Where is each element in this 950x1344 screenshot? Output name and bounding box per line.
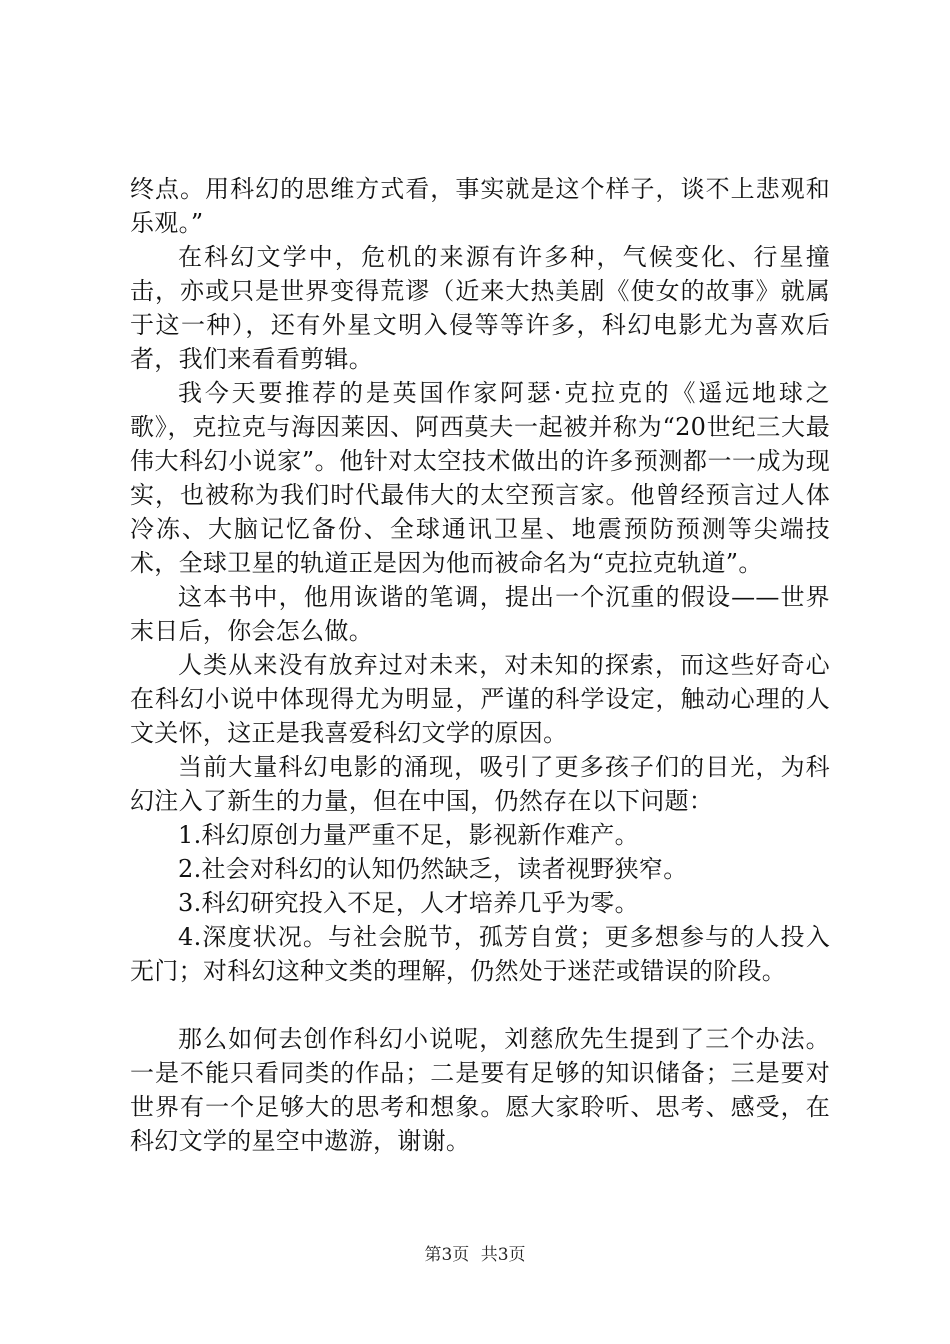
paragraph-exploration: 人类从来没有放弃过对未来，对未知的探索，而这些好奇心在科幻小说中体现得尤为明显，严谨的科学设定，触动心理的人文关怀，这正是我喜爱科幻文学的原因。 xyxy=(130,651,830,747)
page-number: 第3页 xyxy=(424,1245,470,1265)
list-item-problem-3: 3.科幻研究投入不足，人才培养几乎为零。 xyxy=(178,889,639,917)
page-footer xyxy=(0,1244,950,1266)
list-item-problem-1: 1.科幻原创力量严重不足，影视新作难产。 xyxy=(178,821,639,849)
list-item-problem-2: 2.社会对科幻的认知仍然缺乏，读者视野狭窄。 xyxy=(178,855,688,883)
paragraph-conclusion: 那么如何去创作科幻小说呢，刘慈欣先生提到了三个办法。一是不能只看同类的作品；二是要有足够的知识储备；三是要对世界有一个足够大的思考和想象。愿大家聆听、思考、感受，在科幻文学的星空中遨游，谢谢。 xyxy=(130,1025,830,1155)
paragraph-book-premise: 这本书中，他用诙谐的笔调，提出一个沉重的假设——世界末日后，你会怎么做。 xyxy=(130,583,830,645)
paragraph-book-recommendation: 我今天要推荐的是英国作家阿瑟·克拉克的《遥远地球之歌》，克拉克与海因莱因、阿西莫夫一起被并称为“20世纪三大最伟大科幻小说家”。他针对太空技术做出的许多预测都一一成为现实，也被称为我们时代最伟大的太空预言家。他曾经预言过人体冷冻、大脑记忆备份、全球通讯卫星、地震预防预测等尖端技术，全球卫星的轨道正是因为他而被命名为“克拉克轨道”。 xyxy=(130,379,830,577)
document-body xyxy=(130,172,830,1158)
list-item-problem-4: 4.深度状况。与社会脱节，孤芳自赏；更多想参与的人投入无门；对科幻这种文类的理解，仍然处于迷茫或错误的阶段。 xyxy=(130,923,830,985)
paragraph-crisis-sources: 在科幻文学中，危机的来源有许多种，气候变化、行星撞击，亦或只是世界变得荒谬（近来大热美剧《使女的故事》就属于这一种），还有外星文明入侵等等许多，科幻电影尤为喜欢后者，我们来看看剪辑。 xyxy=(130,243,830,373)
paragraph-continuation: 终点。用科幻的思维方式看，事实就是这个样子，谈不上悲观和乐观。” xyxy=(130,175,830,237)
page-total: 共3页 xyxy=(480,1245,526,1265)
paragraph-problems-intro: 当前大量科幻电影的涌现，吸引了更多孩子们的目光，为科幻注入了新生的力量，但在中国，仍然存在以下问题： xyxy=(130,753,830,815)
